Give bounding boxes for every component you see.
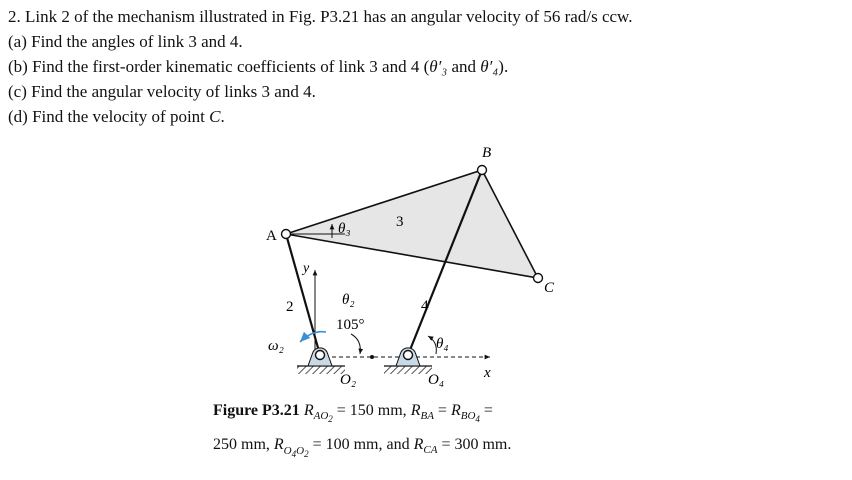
part-c: (c) Find the angular velocity of links 3 and 4. — [8, 82, 316, 101]
label-angle: 105° — [336, 317, 365, 333]
joint-o4 — [404, 351, 413, 360]
joint-o2 — [316, 351, 325, 360]
figure-caption — [213, 398, 633, 467]
part-b-prefix: (b) Find the first-order kinematic coefficients of link 3 and 4 ( — [8, 57, 430, 76]
part-d — [8, 104, 838, 129]
theta4-prime: θ′₄ — [480, 57, 499, 76]
label-b: B — [482, 145, 492, 161]
point-c — [534, 274, 543, 283]
caption-rba: $R_{BA}$ — [410, 402, 434, 423]
part-d-point: C — [209, 107, 221, 126]
label-link3: 3 — [396, 214, 404, 230]
label-x: x — [484, 365, 491, 381]
caption-label: Figure P3.21 — [213, 402, 300, 419]
caption-rca: $R_{CA}$ — [413, 436, 438, 457]
label-link2: 2 — [286, 299, 294, 315]
label-o4: O₄ — [428, 372, 445, 388]
caption-ro4o2: $R_{O_4O_2}$ — [273, 436, 309, 459]
part-d-prefix: (d) Find the velocity of point — [8, 107, 210, 126]
label-theta2: θ₂ — [342, 292, 355, 308]
joint-a — [282, 230, 291, 239]
label-a: A — [266, 228, 277, 244]
label-theta3: θ₃ — [338, 221, 351, 237]
caption-line-1 — [213, 398, 633, 432]
caption-rbo4: $R_{BO_4}$ — [450, 402, 480, 425]
theta2-arc — [351, 334, 360, 354]
label-y: y — [303, 261, 310, 276]
ground-o2 — [297, 366, 345, 374]
caption-text-1: $R_{AO_2} = 150$ mm, $R_{BA} = R_{BO_4}$ = — [303, 402, 493, 425]
mechanism-diagram — [200, 140, 620, 395]
omega2-arrow — [300, 332, 326, 342]
label-c: C — [544, 280, 555, 296]
part-b-suffix: ). — [498, 57, 509, 76]
part-d-suffix: . — [220, 107, 225, 126]
part-a: (a) Find the angles of link 3 and 4. — [8, 32, 243, 51]
part-b-and: and — [447, 57, 481, 76]
label-o2: O₂ — [340, 372, 357, 388]
caption-rao2: $R_{AO_2}$ — [303, 402, 333, 425]
part-b — [8, 54, 838, 79]
link3-plate — [286, 170, 538, 278]
label-theta4: θ₄ — [436, 336, 449, 352]
ground-o4 — [384, 366, 432, 374]
label-omega2: ω₂ — [268, 338, 284, 354]
x-origin-dot — [370, 355, 374, 359]
caption-line-2: 250 mm, $R_{O_4O_2} = 100$ mm, and $R_{CA} = 300$ mm. — [213, 436, 512, 459]
problem-header: 2. Link 2 of the mechanism illustrated in Fig. P3.21 has an angular velocity of 56 rad/s ccw. — [8, 7, 633, 26]
mechanism-figure — [200, 140, 620, 395]
joint-b — [478, 166, 487, 175]
problem-statement — [8, 4, 838, 129]
theta3-prime: θ′₃ — [429, 57, 448, 76]
label-link4: 4 — [421, 298, 429, 314]
